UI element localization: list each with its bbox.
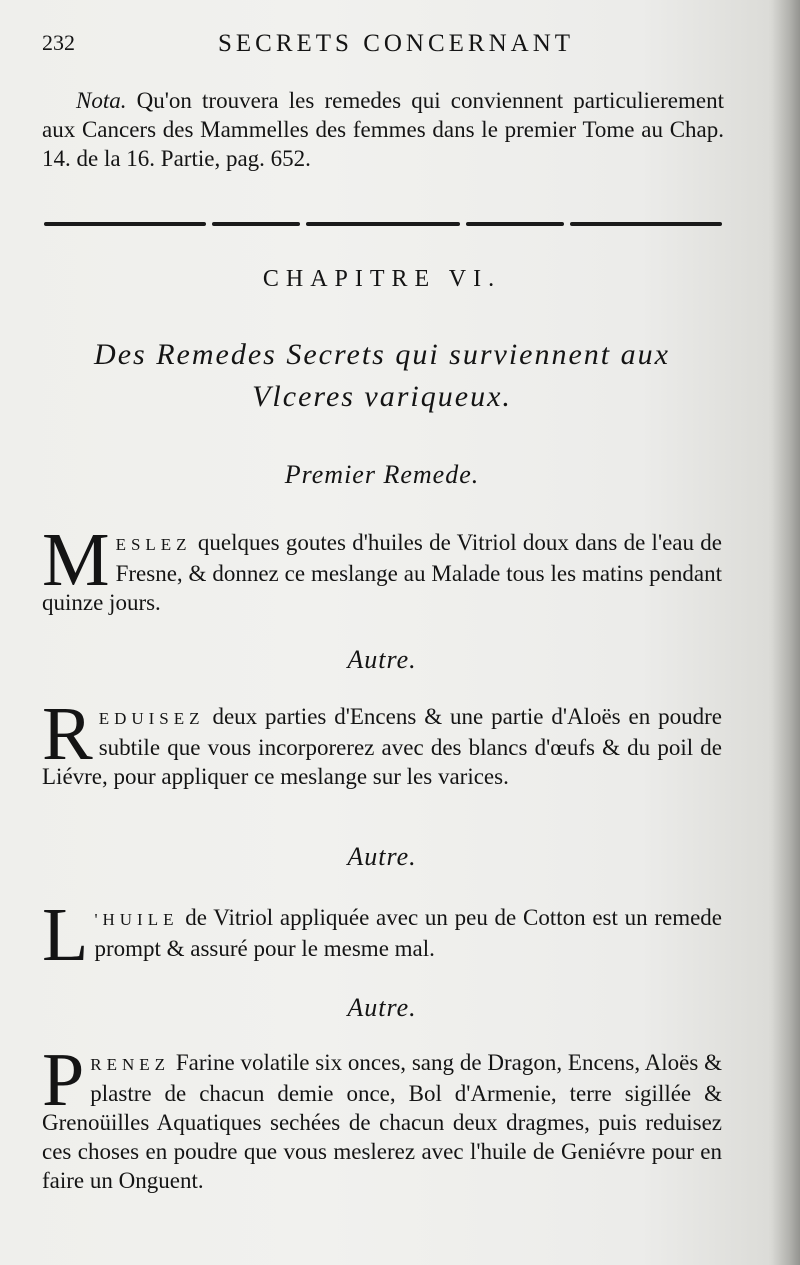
paragraph-text: de Vitriol appliquée avec un peu de Cotton est un remede prompt & assuré pour le mesme mal. bbox=[94, 905, 722, 961]
section-heading: Autre. bbox=[347, 842, 417, 871]
small-caps-lead: 'HUILE bbox=[94, 910, 179, 929]
section-paragraph bbox=[42, 518, 722, 617]
section-heading: Autre. bbox=[347, 993, 417, 1022]
paragraph-text: Farine volatile six onces, sang de Dragon, Encens, Aloës & plastre de chacun demie once, Bol d'Armenie, terre sigillée & Grenoüilles Aquatiques sechées de chacun deux dragmes, puis reduisez ces choses en poudre que vous meslerez avec l'huile de Geniévre pour en faire un Onguent. bbox=[42, 1050, 722, 1193]
page-edge-shadow bbox=[772, 0, 800, 1265]
small-caps-lead: EDUISEZ bbox=[98, 709, 205, 728]
drop-cap: R bbox=[42, 692, 93, 776]
small-caps-lead: ESLEZ bbox=[115, 535, 192, 554]
ornamental-rule bbox=[44, 222, 722, 230]
page-number: 232 bbox=[42, 30, 75, 55]
drop-cap: P bbox=[42, 1038, 85, 1122]
chapter-subtitle: Des Remedes Secrets qui surviennent aux Vlceres variqueux. bbox=[94, 338, 670, 413]
nota-paragraph bbox=[42, 86, 724, 173]
running-head bbox=[42, 30, 722, 60]
running-title: SECRETS CONCERNANT bbox=[217, 30, 575, 57]
nota-text: Qu'on trouvera les remedes qui conviennent particulierement aux Cancers des Mammelles des femmes dans le premier Tome au Chap. 14. de la 16. Partie, pag. 652. bbox=[42, 88, 724, 171]
section-heading: Autre. bbox=[347, 645, 417, 674]
section-paragraph bbox=[42, 1038, 722, 1195]
paragraph-text: deux parties d'Encens & une partie d'Aloës en poudre subtile que vous incorporerez avec des blancs d'œufs & du poil de Liévre, pour appliquer ce meslange sur les varices. bbox=[42, 704, 723, 789]
drop-cap: L bbox=[42, 893, 89, 977]
section-paragraph bbox=[42, 893, 722, 977]
paragraph-text: quelques goutes d'huiles de Vitriol doux dans de l'eau de Fresne, & donnez ce meslange au Malade tous les matins pendant quinze jours. bbox=[42, 530, 722, 615]
section-heading: Premier Remede. bbox=[284, 460, 480, 489]
drop-cap: M bbox=[42, 518, 110, 602]
chapter-title: CHAPITRE VI. bbox=[262, 266, 502, 292]
section-paragraph bbox=[42, 692, 723, 791]
nota-label: Nota. bbox=[76, 88, 127, 113]
small-caps-lead: RENEZ bbox=[90, 1055, 171, 1074]
